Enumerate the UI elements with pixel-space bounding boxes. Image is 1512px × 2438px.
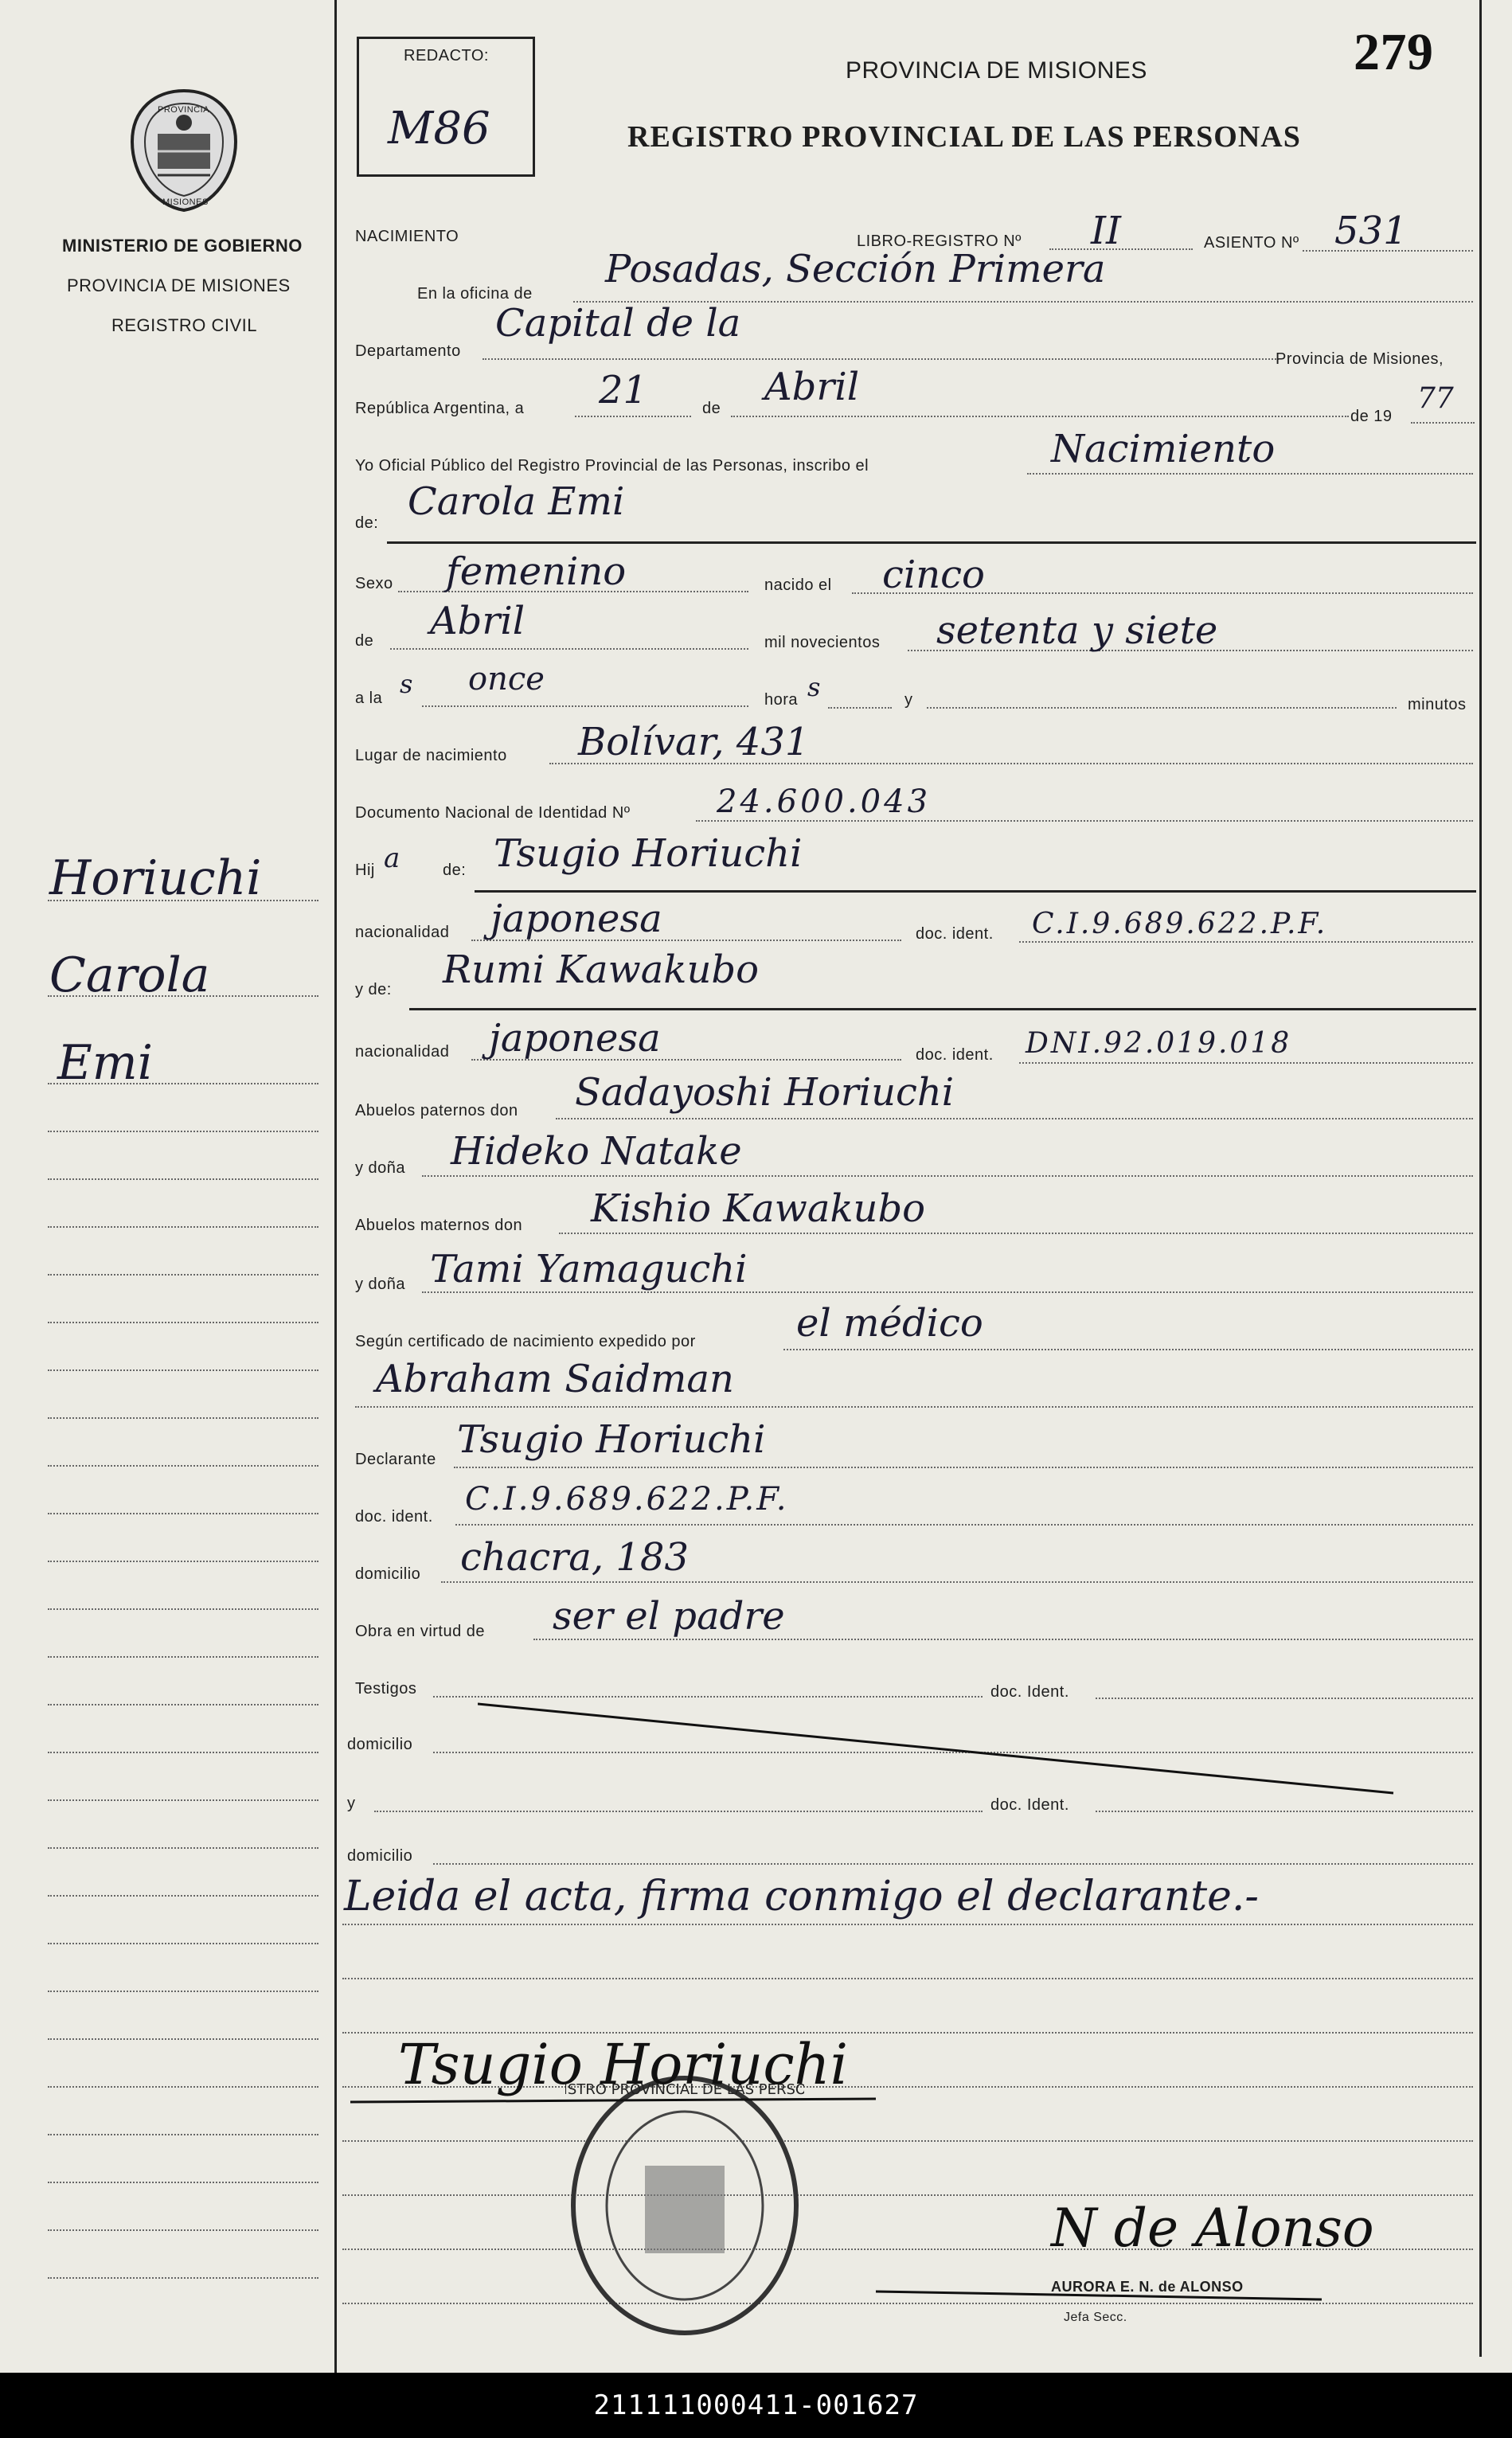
inscribo-value: Nacimiento bbox=[1051, 427, 1276, 471]
ydona1-value: Hideko Natake bbox=[451, 1129, 742, 1174]
ala-label: a la bbox=[355, 690, 383, 707]
right-edge-line bbox=[1479, 0, 1482, 2357]
de2-label: de bbox=[355, 632, 374, 650]
registry-stamp bbox=[565, 2070, 804, 2341]
departamento-value: Capital de la bbox=[495, 301, 741, 346]
leida-acta-text: Leida el acta, firma conmigo el declarante.- bbox=[344, 1873, 1260, 1920]
segun-label: Según certificado de nacimiento expedido por bbox=[355, 1333, 696, 1350]
oficina-value: Posadas, Sección Primera bbox=[605, 247, 1106, 291]
de-colon-label: de: bbox=[355, 514, 379, 532]
footer-id-bar: 211111000411-001627 bbox=[0, 2373, 1512, 2438]
abp-label: Abuelos paternos don bbox=[355, 1102, 518, 1119]
ydona2-label: y doña bbox=[355, 1276, 406, 1293]
docdecl-label: doc. ident. bbox=[355, 1508, 433, 1526]
oficial-signature: N de Alonso bbox=[1051, 2198, 1374, 2259]
oficial-signature-line bbox=[876, 2284, 1354, 2307]
margin-first-name: Carola bbox=[49, 947, 210, 1003]
doc-ident-b-label: doc. Ident. bbox=[990, 1796, 1069, 1814]
declarante-signature-underline bbox=[350, 2094, 908, 2110]
hij-label: Hij bbox=[355, 862, 375, 879]
nacido-value: cinco bbox=[882, 553, 985, 597]
sexo-label: Sexo bbox=[355, 575, 393, 592]
de-label: de bbox=[702, 400, 721, 417]
asiento-label: ASIENTO Nº bbox=[1204, 234, 1299, 252]
oficial-name-stamp: AURORA E. N. de ALONSO bbox=[1051, 2279, 1244, 2295]
declarante-signature: Tsugio Horiuchi bbox=[398, 2032, 848, 2097]
nac1-label: nacionalidad bbox=[355, 924, 450, 941]
ministerio-label: MINISTERIO DE GOBIERNO bbox=[62, 236, 303, 256]
testigos-label: Testigos bbox=[355, 1680, 417, 1698]
page-title: REGISTRO PROVINCIAL DE LAS PERSONAS bbox=[627, 120, 1301, 154]
domicilio2-label: domicilio bbox=[347, 1736, 413, 1753]
doc2-value: DNI.92.019.018 bbox=[1026, 1027, 1292, 1060]
ala-suffix: s bbox=[400, 669, 413, 699]
anio-label: de 19 bbox=[1350, 408, 1393, 425]
left-column-divider bbox=[334, 0, 337, 2373]
redacto-box bbox=[357, 37, 535, 177]
minutos-label: minutos bbox=[1408, 696, 1467, 713]
header-province: PROVINCIA DE MISIONES bbox=[846, 57, 1147, 84]
page-number: 279 bbox=[1354, 23, 1434, 81]
medico-value: Abraham Saidman bbox=[376, 1357, 734, 1401]
margin-surname: Horiuchi bbox=[49, 850, 262, 906]
testigos-strike-line bbox=[478, 1696, 1401, 1799]
asiento-value: 531 bbox=[1334, 209, 1408, 253]
docdecl-value: C.I.9.689.622.P.F. bbox=[465, 1481, 789, 1518]
margin-second-name: Emi bbox=[57, 1035, 153, 1091]
y-label: y bbox=[904, 691, 913, 709]
libro-label: LIBRO-REGISTRO Nº bbox=[857, 232, 1022, 250]
republica-label: República Argentina, a bbox=[355, 400, 525, 417]
obra-value: ser el padre bbox=[553, 1594, 785, 1639]
abm-label: Abuelos maternos don bbox=[355, 1217, 523, 1234]
nac1-value: japonesa bbox=[490, 897, 662, 941]
departamento-label: Departamento bbox=[355, 342, 461, 360]
y2-label: y bbox=[347, 1795, 356, 1812]
registro-civil-label: REGISTRO CIVIL bbox=[111, 315, 258, 335]
libro-value: II bbox=[1091, 209, 1121, 253]
coat-of-arms-seal bbox=[126, 86, 242, 213]
obra-label: Obra en virtud de bbox=[355, 1623, 486, 1640]
ydona2-value: Tami Yamaguchi bbox=[430, 1247, 748, 1291]
segun-value: el médico bbox=[796, 1301, 983, 1346]
mes-nac-value: Abril bbox=[430, 599, 525, 643]
dia-value: 21 bbox=[599, 368, 648, 412]
seal-text-top: PROVINCIA bbox=[158, 105, 210, 115]
dni-label: Documento Nacional de Identidad Nº bbox=[355, 804, 631, 822]
horas-suffix: s bbox=[807, 672, 821, 702]
stamp-text: ISTRO PROVINCIAL DE LAS PERSO bbox=[565, 2081, 804, 2098]
abp-value: Sadayoshi Horiuchi bbox=[575, 1070, 955, 1115]
doc2-label: doc. ident. bbox=[916, 1046, 994, 1064]
mil-label: mil novecientos bbox=[764, 634, 881, 651]
doc-ident-a-label: doc. Ident. bbox=[990, 1683, 1069, 1701]
yde-label: y de: bbox=[355, 981, 392, 998]
redacto-value: M86 bbox=[388, 103, 490, 154]
provincia-misiones-label: Provincia de Misiones, bbox=[1276, 350, 1444, 368]
declarante-label: Declarante bbox=[355, 1451, 436, 1468]
domicilio-label: domicilio bbox=[355, 1565, 421, 1583]
horas-label: hora bbox=[764, 691, 799, 709]
provincia-label: PROVINCIA DE MISIONES bbox=[67, 275, 291, 295]
lugar-value: Bolívar, 431 bbox=[578, 720, 810, 764]
doc1-label: doc. ident. bbox=[916, 925, 994, 943]
nacido-label: nacido el bbox=[764, 576, 832, 594]
abm-value: Kishio Kawakubo bbox=[591, 1186, 926, 1231]
hora-value: once bbox=[468, 661, 545, 697]
hij-de-label: de: bbox=[443, 862, 467, 879]
nacimiento-label: NACIMIENTO bbox=[355, 228, 459, 245]
mes-value: Abril bbox=[764, 365, 860, 409]
ydona1-label: y doña bbox=[355, 1159, 406, 1177]
domicilio-value: chacra, 183 bbox=[460, 1535, 689, 1580]
domicilio3-label: domicilio bbox=[347, 1847, 413, 1865]
nac2-label: nacionalidad bbox=[355, 1043, 450, 1061]
nac2-value: japonesa bbox=[489, 1016, 661, 1061]
nombre-value: Carola Emi bbox=[408, 479, 625, 524]
oficial-title-stamp: Jefa Secc. bbox=[1064, 2311, 1127, 2324]
sexo-value: femenino bbox=[446, 549, 627, 594]
seal-text-bottom: MISIONES bbox=[162, 197, 209, 207]
oficina-label: En la oficina de bbox=[417, 285, 533, 303]
padre-value: Tsugio Horiuchi bbox=[494, 831, 803, 876]
madre-value: Rumi Kawakubo bbox=[443, 947, 759, 992]
dni-value: 24.600.043 bbox=[717, 783, 932, 820]
lugar-label: Lugar de nacimiento bbox=[355, 747, 507, 764]
hij-suffix: a bbox=[384, 842, 400, 874]
anio-value: 77 bbox=[1417, 382, 1454, 415]
oficial-label: Yo Oficial Público del Registro Provincial de las Personas, inscribo el bbox=[355, 457, 869, 475]
declarante-value: Tsugio Horiuchi bbox=[457, 1417, 766, 1462]
mil-value: setenta y siete bbox=[936, 608, 1218, 653]
redacto-label: REDACTO: bbox=[404, 47, 489, 64]
doc1-value: C.I.9.689.622.P.F. bbox=[1032, 908, 1328, 940]
